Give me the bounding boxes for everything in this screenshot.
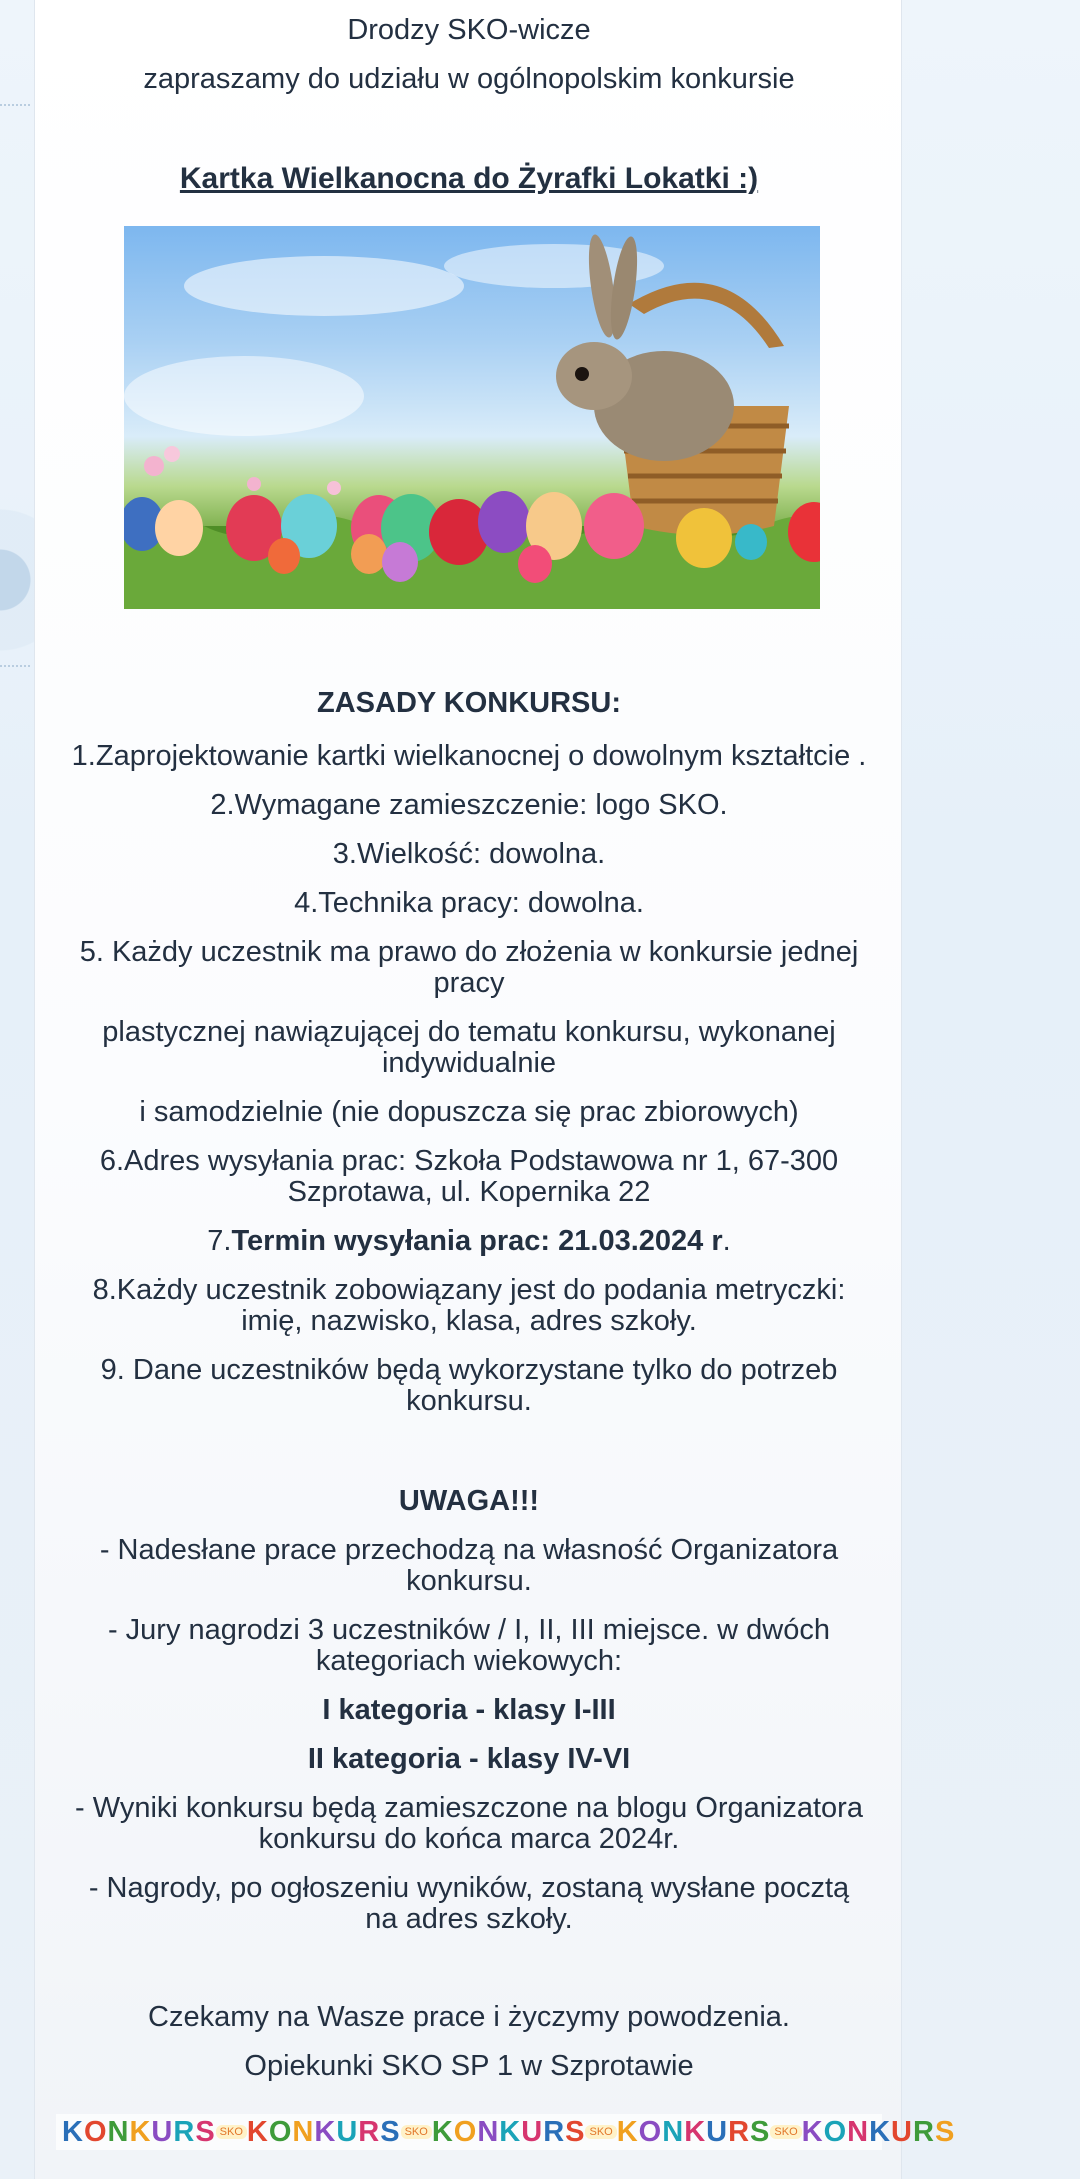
konkurs-banner — [56, 2114, 956, 2150]
rule-8-line-2: imię, nazwisko, klasa, adres szkoły. — [241, 1305, 697, 1337]
notice-4-line-1: - Nagrody, po ogłoszeniu wyników, zostaną wysłane pocztą — [88, 1872, 850, 1904]
rule-9-line-2: konkursu. — [406, 1385, 532, 1417]
rule-6-line-2: Szprotawa, ul. Kopernika 22 — [287, 1176, 651, 1208]
rule-7-end: . — [722, 1225, 731, 1257]
notice-heading: UWAGA!!! — [398, 1485, 540, 1517]
sko-logo-icon: SKO — [770, 2125, 801, 2139]
rules-heading: ZASADY KONKURSU: — [317, 687, 621, 719]
sko-logo-icon: SKO — [401, 2125, 432, 2139]
rule-5-line-2: pracy — [433, 967, 505, 999]
rule-4: 4.Technika pracy: dowolna. — [294, 887, 644, 919]
sko-logo-icon: SKO — [216, 2125, 247, 2139]
background-dash — [0, 104, 30, 106]
banner-word: KONKURS — [616, 2115, 771, 2148]
category-1: I kategoria - klasy I-III — [322, 1694, 616, 1726]
rule-8-line-1: 8.Każdy uczestnik zobowiązany jest do podania metryczki: — [92, 1274, 846, 1306]
notice-3-line-1: - Wyniki konkursu będą zamieszczone na blogu Organizatora — [75, 1792, 863, 1824]
rule-1: 1.Zaprojektowanie kartki wielkanocnej o dowolnym kształtcie . — [71, 740, 867, 772]
closing-signature: Opiekunki SKO SP 1 w Szprotawie — [244, 2050, 694, 2082]
notice-4-line-2: na adres szkoły. — [365, 1903, 573, 1935]
sko-logo-icon: SKO — [585, 2125, 616, 2139]
banner-word: KONKURS — [801, 2115, 956, 2148]
background-decoration — [0, 500, 34, 660]
rule-7 — [35, 1226, 903, 1257]
rule-7-deadline: Termin wysyłania prac: 21.03.2024 r — [231, 1225, 723, 1257]
easter-bunny-photo — [124, 226, 820, 609]
banner-word: KONKURS — [246, 2115, 401, 2148]
closing-wish: Czekamy na Wasze prace i życzymy powodzenia. — [148, 2001, 790, 2033]
background-dash — [0, 665, 30, 667]
rule-5-line-4: indywidualnie — [381, 1047, 557, 1079]
notice-1-line-1: - Nadesłane prace przechodzą na własność Organizatora — [99, 1534, 839, 1566]
notice-1-line-2: konkursu. — [406, 1565, 532, 1597]
contest-title-link[interactable]: Kartka Wielkanocna do Żyrafki Lokatki :) — [179, 162, 759, 195]
banner-word: KONKURS — [431, 2115, 586, 2148]
category-2: II kategoria - klasy IV-VI — [307, 1743, 631, 1775]
notice-2-line-2: kategoriach wiekowych: — [315, 1645, 623, 1677]
notice-3-line-2: konkursu do końca marca 2024r. — [258, 1823, 680, 1855]
rule-5-line-3: plastycznej nawiązującej do tematu konkursu, wykonanej — [102, 1016, 836, 1048]
banner-word: KONKURS — [62, 2115, 216, 2148]
notice-2-line-1: - Jury nagrodzi 3 uczestników / I, II, III miejsce. w dwóch — [107, 1614, 831, 1646]
rule-2: 2.Wymagane zamieszczenie: logo SKO. — [210, 789, 728, 821]
rule-7-number: 7. — [207, 1225, 232, 1257]
post-panel — [34, 0, 956, 2179]
rule-5-line-1: 5. Każdy uczestnik ma prawo do złożenia w konkursie jednej — [79, 936, 859, 968]
easter-scene-illustration — [124, 226, 820, 609]
invitation: zapraszamy do udziału w ogólnopolskim konkursie — [143, 63, 795, 95]
contest-title-row — [35, 163, 903, 195]
rule-5-line-5: i samodzielnie (nie dopuszcza się prac zbiorowych) — [139, 1096, 799, 1128]
rule-9-line-1: 9. Dane uczestników będą wykorzystane tylko do potrzeb — [100, 1354, 838, 1386]
rule-6-line-1: 6.Adres wysyłania prac: Szkoła Podstawowa nr 1, 67-300 — [99, 1145, 839, 1177]
rule-3: 3.Wielkość: dowolna. — [332, 838, 606, 870]
greeting: Drodzy SKO-wicze — [347, 14, 591, 46]
